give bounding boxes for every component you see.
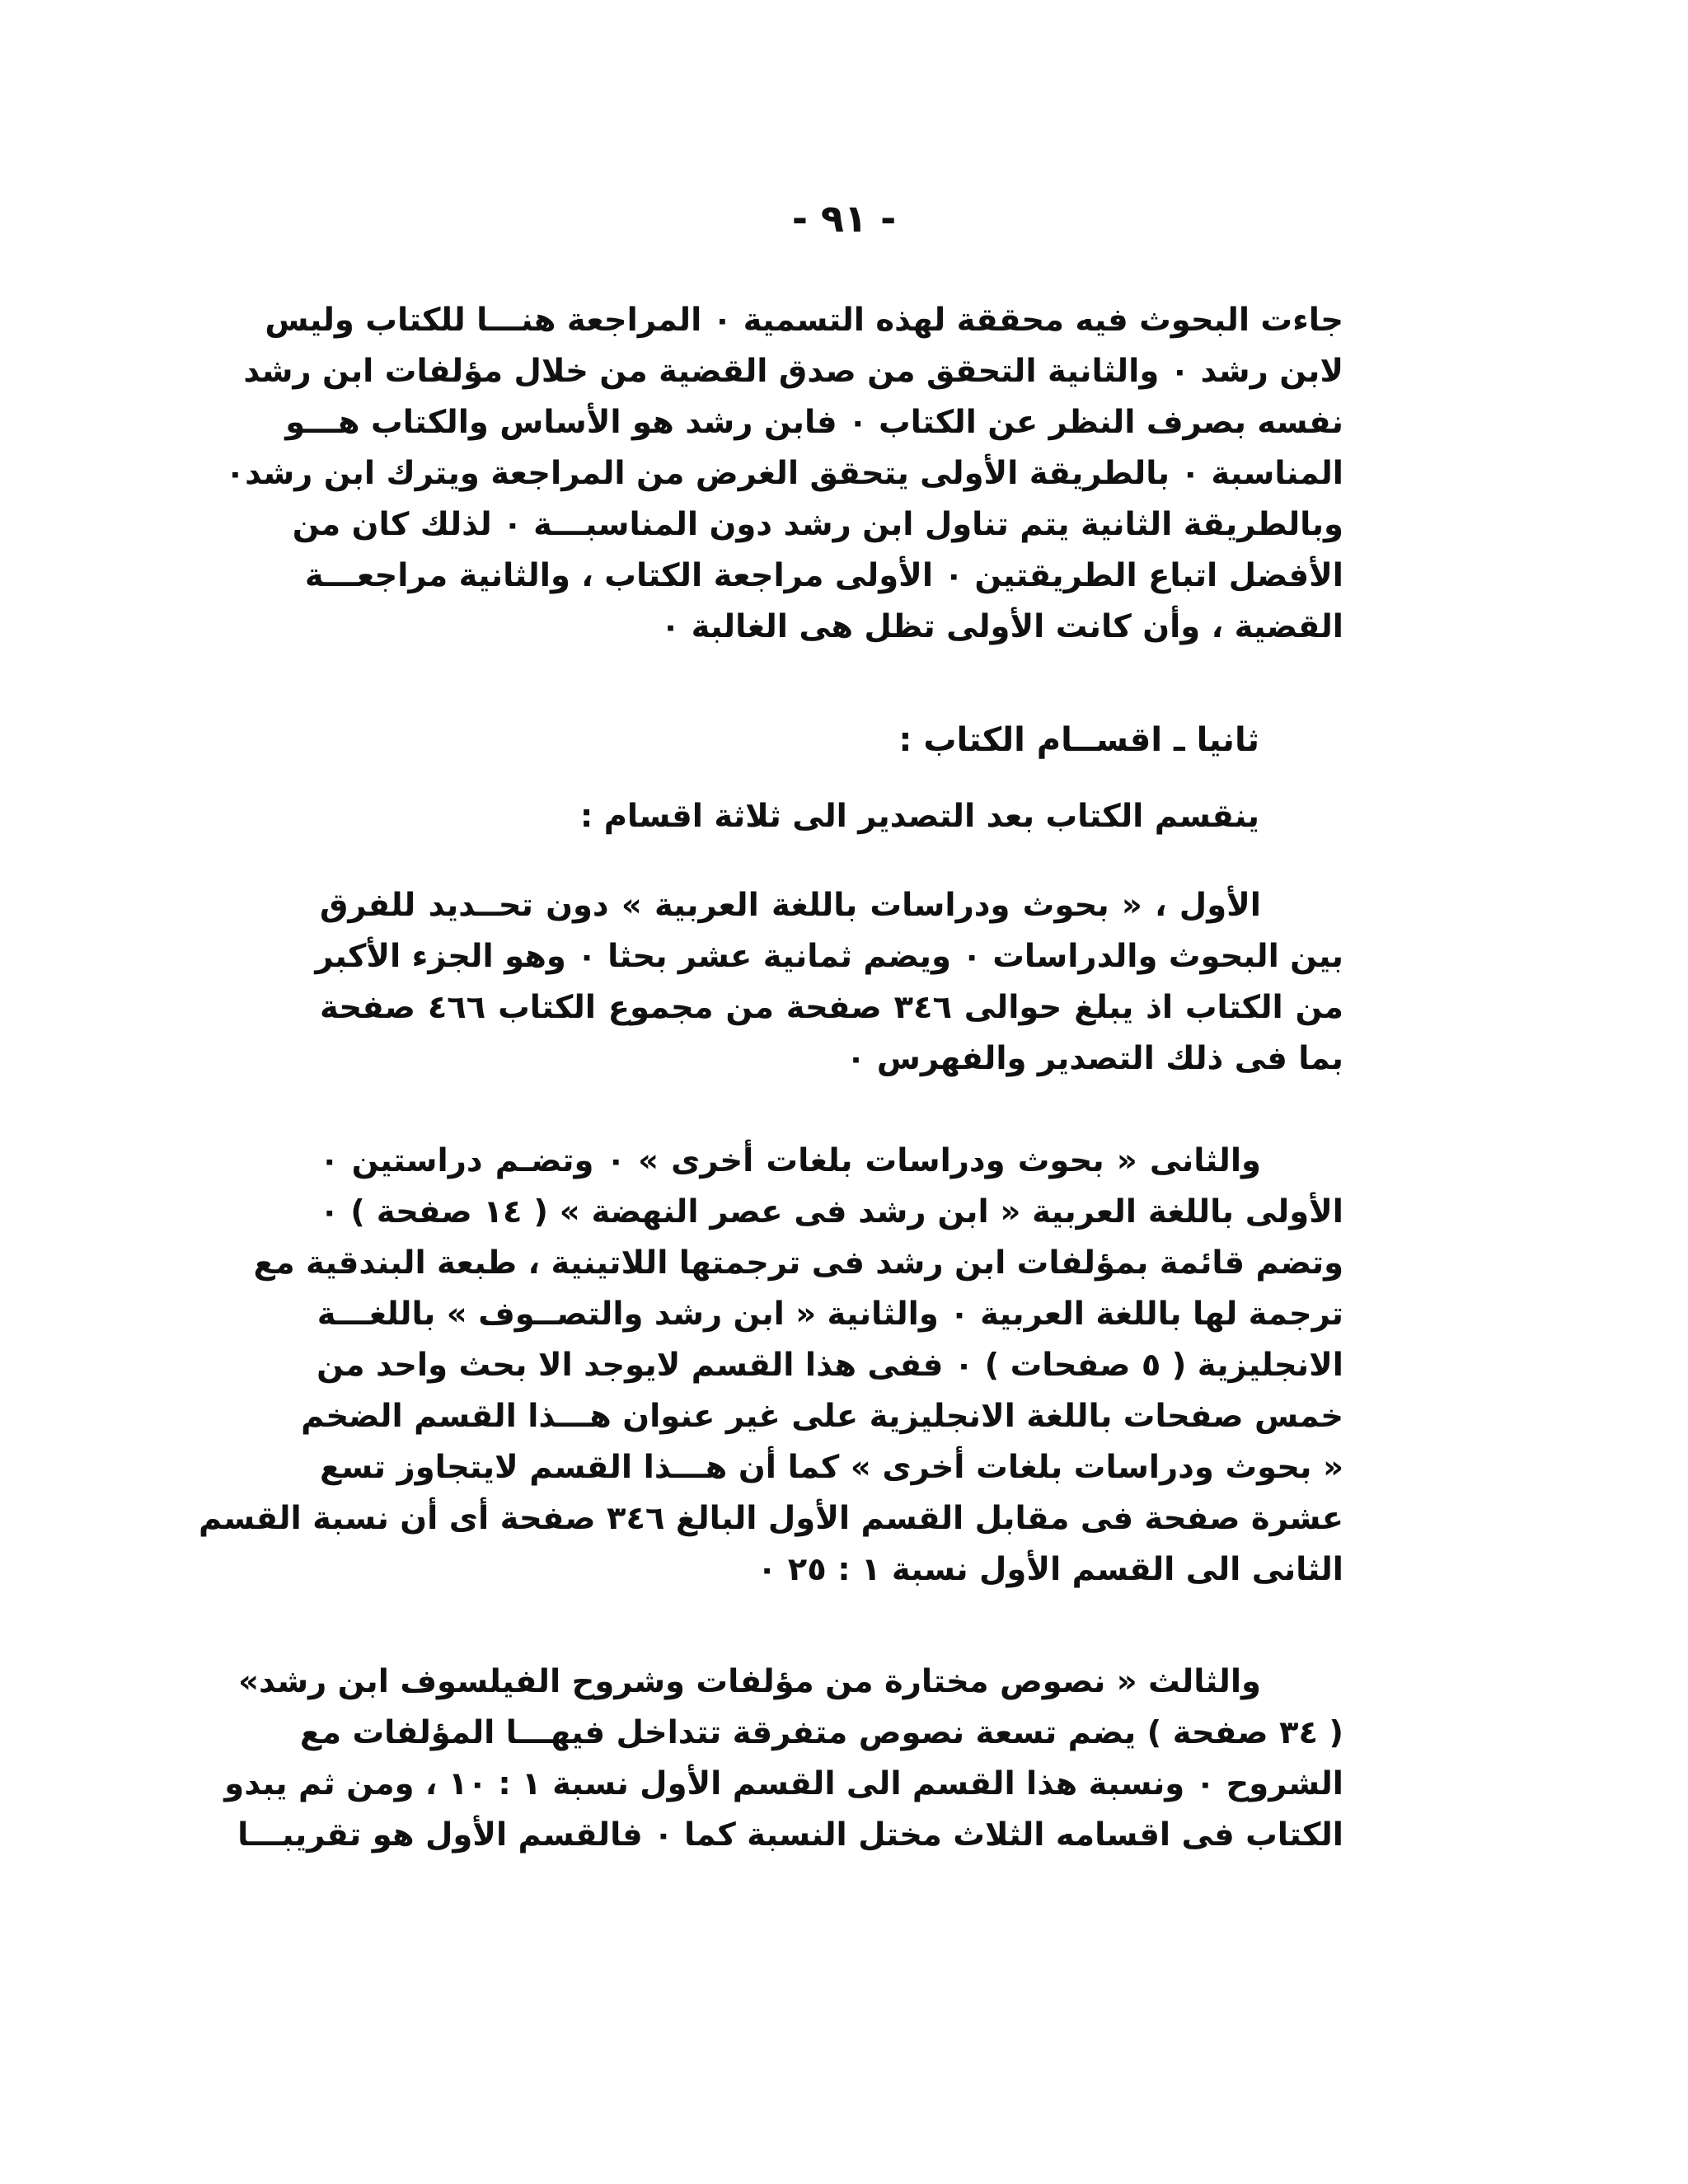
text-line: المناسبة ٠ بالطريقة الأولى يتحقق الغرض من المراجعة ويترك ابن رشد٠ [225,455,1343,492]
text-line: من الكتاب اذ يبلغ حوالى ٣٤٦ صفحة من مجموع الكتاب ٤٦٦ صفحة [320,989,1343,1026]
paragraph-first-part [315,880,1343,1085]
text-line: وبالطريقة الثانية يتم تناول ابن رشد دون المناسبـــة ٠ لذلك كان من [292,506,1343,543]
text-line: الشروح ٠ ونسبة هذا القسم الى القسم الأول نسبة ١ : ١٠ ، ومن ثم يبدو [224,1765,1343,1802]
paragraph-review-methods [225,295,1343,653]
text-line: خمس صفحات باللغة الانجليزية على غير عنوان هـــذا القسم الضخم [301,1398,1343,1435]
text-line: الأولى باللغة العربية « ابن رشد فى عصر النهضة » ( ١٤ صفحة ) ٠ [320,1193,1343,1230]
text-line: « بحوث ودراسات بلغات أخرى » كما أن هـــذا القسم لايتجاوز تسع [320,1449,1343,1486]
text-line: الأفضل اتباع الطريقتين ٠ الأولى مراجعة الكتاب ، والثانية مراجعـــة [304,557,1343,594]
text-line: عشرة صفحة فى مقابل القسم الأول البالغ ٣٤٦ صفحة أى أن نسبة القسم [199,1500,1343,1537]
section-heading: ثانيا ـ اقســام الكتاب : [898,721,1259,759]
text-line: بما فى ذلك التصدير والفهرس ٠ [846,1040,1343,1077]
text-line: بين البحوث والدراسات ٠ ويضم ثمانية عشر بحثا ٠ وهو الجزء الأكبر [315,938,1343,975]
text-line: القضية ، وأن كانت الأولى تظل هى الغالبة ٠ [660,608,1343,645]
text-line: الأول ، « بحوث ودراسات باللغة العربية » دون تحــديد للفرق [320,887,1261,924]
section-intro: ينقسم الكتاب بعد التصدير الى ثلاثة اقسام : [579,798,1259,835]
page-number: - ٩١ - [791,196,897,241]
text-line: الانجليزية ( ٥ صفحات ) ٠ ففى هذا القسم لايوجد الا بحث واحد من [316,1347,1343,1384]
paragraph-second-part [199,1136,1343,1596]
text-line: الكتاب فى اقسامه الثلاث مختل النسبة كما ٠ فالقسم الأول هو تقريبـــا [237,1816,1343,1854]
text-line: جاءت البحوث فيه محققة لهذه التسمية ٠ المراجعة هنـــا للكتاب وليس [265,302,1343,339]
text-line: والثالث « نصوص مختارة من مؤلفات وشروح الفيلسوف ابن رشد» [238,1663,1261,1700]
text-line: ترجمة لها باللغة العربية ٠ والثانية « ابن رشد والتصــوف » باللغـــة [316,1296,1343,1333]
text-line: لابن رشد ٠ والثانية التحقق من صدق القضية من خلال مؤلفات ابن رشد [243,353,1343,390]
text-line: وتضم قائمة بمؤلفات ابن رشد فى ترجمتها اللاتينية ، طبعة البندقية مع [253,1244,1343,1282]
text-line: ( ٣٤ صفحة ) يضم تسعة نصوص متفرقة تتداخل فيهـــا المؤلفات مع [299,1714,1343,1751]
text-line: الثانى الى القسم الأول نسبة ١ : ٢٥ ٠ [757,1551,1343,1588]
text-line: نفسه بصرف النظر عن الكتاب ٠ فابن رشد هو الأساس والكتاب هـــو [285,404,1343,441]
text-line: والثانى « بحوث ودراسات بلغات أخرى » ٠ وتضـم دراستين ٠ [320,1142,1261,1179]
paragraph-third-part [224,1657,1343,1861]
